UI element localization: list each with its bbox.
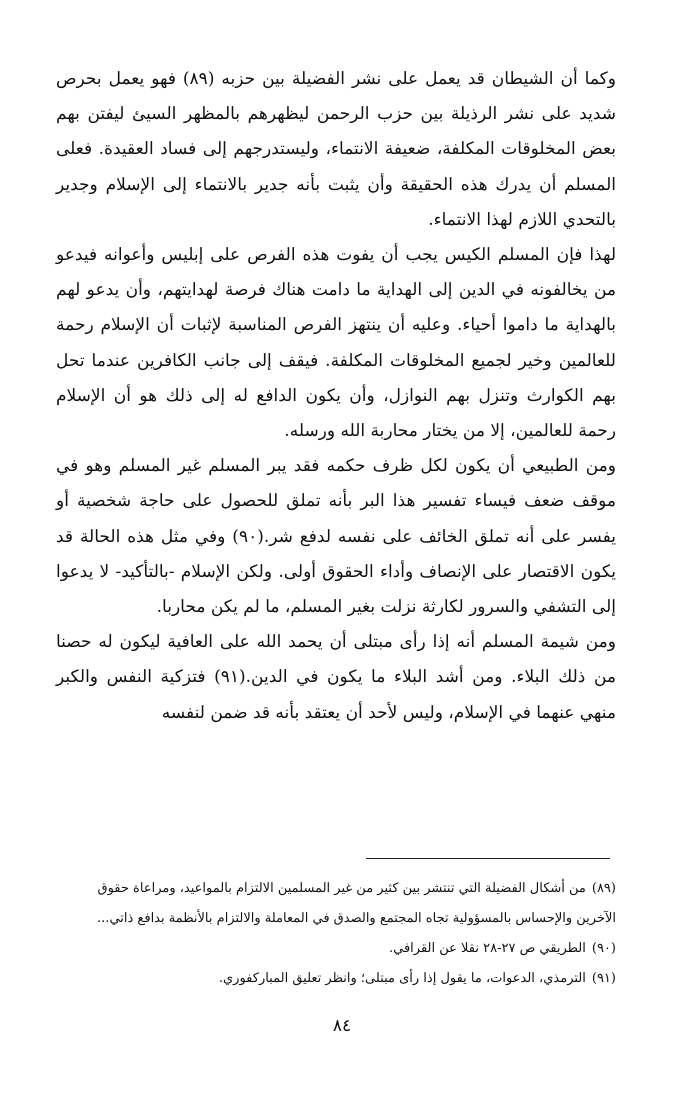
footnote-number: (٨٩)	[591, 881, 616, 896]
footnote-text: الترمذي، الدعوات، ما يقول إذا رأى مبتلى؛ وانظر تعليق المباركفوري.	[218, 971, 586, 986]
footnote-separator	[366, 858, 610, 859]
paragraph-3: ومن الطبيعي أن يكون لكل ظرف حكمه فقد يبر المسلم غير المسلم وهو في موقف ضعف فيساء تفسير هذا البر بأنه تملق للحصول على حاجة شخصية أو يفسر على أنه تملق الخائف على نفسه لدفع شر.(٩٠) وفي مثل هذه الحالة قد يكون الاقتصار على الإنصاف وأداء الحقوق أولى. ولكن الإسلام -بالتأكيد- لا يدعوا إلى التشفي والسرور لكارثة نزلت بغير المسلم، ما لم يكن محاربا.	[56, 456, 617, 618]
footnote-number: (٩٠)	[591, 941, 616, 956]
footnotes	[56, 874, 616, 994]
footnote-89	[56, 874, 616, 934]
footnote-91	[56, 964, 616, 994]
paragraph-4: ومن شيمة المسلم أنه إذا رأى مبتلى أن يحمد الله على العافية ليكون له حصنا من ذلك البلاء. ومن أشد البلاء ما يكون في الدين.(٩١) فتزكية النفس والكبر منهي عنهما في الإسلام، وليس لأحد أن يعتقد بأنه قد ضمن لنفسه	[56, 632, 616, 723]
footnote-text: من أشكال الفضيلة التي تنتشر بين كثير من غير المسلمين الالتزام بالمواعيد، ومراعاة حقوق الآخرين والإحساس بالمسؤولية تجاه المجتمع والصدق في المعاملة والالتزام بالأنظمة بدافع ذاتي...	[97, 881, 616, 926]
paragraph-2: لهذا فإن المسلم الكيس يجب أن يفوت هذه الفرص على إبليس وأعوانه فيدعو من يخالفونه في الدين إلى الهداية ما دامت هناك فرصة لهدايتهم، وأن يدعو لهم بالهداية ما داموا أحياء. وعليه أن ينتهز الفرص المناسبة لإثبات أن الإسلام رحمة للعالمين وخير لجميع المخلوقات المكلفة. فيقف إلى جانب الكافرين عندما تحل بهم الكوارث وتنزل بهم النوازل، وأن يكون الدافع له إلى ذلك هو أن الإسلام رحمة للعالمين، إلا من يختار محاربة الله ورسله.	[56, 245, 616, 442]
body-text	[56, 62, 616, 731]
page-number: ٨٤	[332, 1016, 352, 1036]
footnote-text: الطريقي ص ٢٧-٢٨ نقلا عن القرافي.	[388, 941, 586, 956]
footnote-90	[56, 934, 616, 964]
footnote-number: (٩١)	[591, 971, 616, 986]
paragraph-1: وكما أن الشيطان قد يعمل على نشر الفضيلة بين حزبه (٨٩) فهو يعمل بحرص شديد على نشر الرذيلة بين حزب الرحمن ليظهرهم بالمظهر السيئ ليفتن بهم بعض المخلوقات المكلفة، ضعيفة الانتماء، وليستدرجهم إلى فساد العقيدة. فعلى المسلم أن يدرك هذه الحقيقة وأن يثبت بأنه جدير بالانتماء إلى الإسلام وجدير بالتحدي اللازم لهذا الانتماء.	[56, 69, 616, 230]
